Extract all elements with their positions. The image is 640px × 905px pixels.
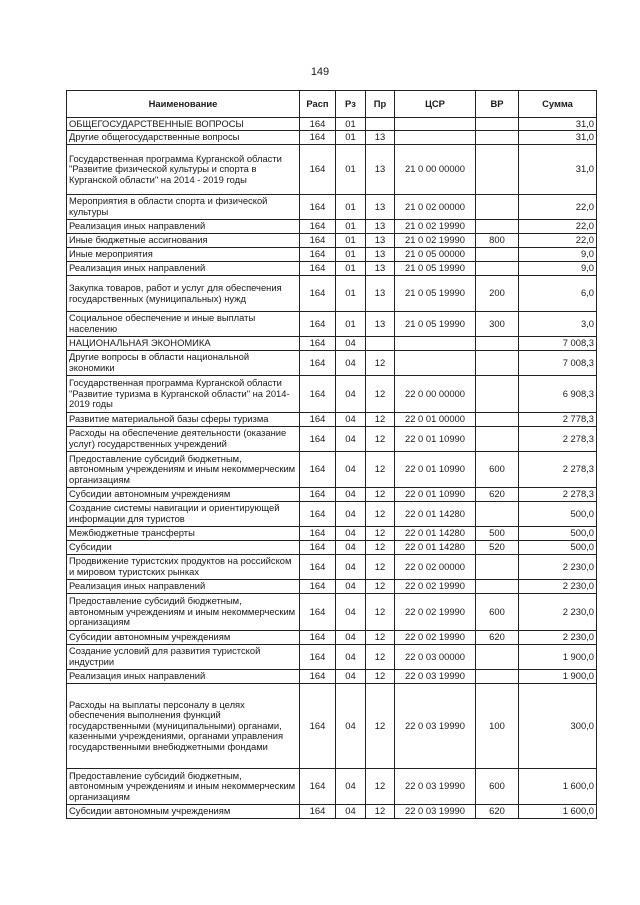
cell-vr bbox=[476, 413, 519, 427]
cell-sum: 31,0 bbox=[519, 118, 597, 131]
cell-name: Социальное обеспечение и иные выплаты населению bbox=[67, 312, 300, 337]
cell-sum: 9,0 bbox=[519, 248, 597, 262]
cell-name: Развитие материальной базы сферы туризма bbox=[67, 413, 300, 427]
header-sum: Сумма bbox=[519, 91, 597, 118]
cell-vr: 600 bbox=[476, 769, 519, 805]
cell-rz: 01 bbox=[336, 312, 366, 337]
cell-name: Создание условий для развития туристской индустрии bbox=[67, 645, 300, 670]
cell-pr: 12 bbox=[366, 631, 395, 645]
cell-rasp: 164 bbox=[300, 312, 336, 337]
cell-rz: 04 bbox=[336, 684, 366, 769]
cell-sum: 2 278,3 bbox=[519, 488, 597, 502]
cell-rasp: 164 bbox=[300, 580, 336, 594]
cell-vr bbox=[476, 427, 519, 452]
cell-name: Предоставление субсидий бюджетным, автономным учреждениям и иным некоммерческим организациям bbox=[67, 769, 300, 805]
cell-sum: 300,0 bbox=[519, 684, 597, 769]
table-row bbox=[67, 488, 597, 502]
table-row bbox=[67, 555, 597, 580]
cell-sum: 500,0 bbox=[519, 527, 597, 541]
cell-csr: 22 0 02 19990 bbox=[395, 631, 476, 645]
cell-vr bbox=[476, 220, 519, 234]
cell-sum: 2 278,3 bbox=[519, 427, 597, 452]
cell-name: Предоставление субсидий бюджетным, автономным учреждениям и иным некоммерческим организациям bbox=[67, 594, 300, 631]
cell-pr: 12 bbox=[366, 488, 395, 502]
cell-rz: 04 bbox=[336, 527, 366, 541]
cell-csr: 22 0 01 10990 bbox=[395, 427, 476, 452]
table-row bbox=[67, 541, 597, 555]
cell-sum: 31,0 bbox=[519, 131, 597, 145]
cell-pr: 13 bbox=[366, 145, 395, 195]
cell-pr: 12 bbox=[366, 805, 395, 819]
cell-rasp: 164 bbox=[300, 555, 336, 580]
budget-table bbox=[66, 90, 597, 819]
cell-vr: 200 bbox=[476, 276, 519, 312]
cell-vr: 620 bbox=[476, 805, 519, 819]
cell-name: Субсидии автономным учреждениям bbox=[67, 631, 300, 645]
cell-rasp: 164 bbox=[300, 220, 336, 234]
cell-name: ОБЩЕГОСУДАРСТВЕННЫЕ ВОПРОСЫ bbox=[67, 118, 300, 131]
cell-sum: 2 278,3 bbox=[519, 452, 597, 488]
cell-vr: 620 bbox=[476, 488, 519, 502]
cell-vr: 500 bbox=[476, 527, 519, 541]
cell-rz: 01 bbox=[336, 195, 366, 220]
cell-sum: 6,0 bbox=[519, 276, 597, 312]
cell-name: Субсидии автономным учреждениям bbox=[67, 805, 300, 819]
cell-name: Другие общегосударственные вопросы bbox=[67, 131, 300, 145]
cell-pr: 12 bbox=[366, 351, 395, 376]
table-row bbox=[67, 427, 597, 452]
cell-pr: 13 bbox=[366, 276, 395, 312]
cell-vr: 600 bbox=[476, 594, 519, 631]
table-row bbox=[67, 195, 597, 220]
cell-rasp: 164 bbox=[300, 262, 336, 276]
cell-csr: 21 0 05 19990 bbox=[395, 262, 476, 276]
header-rz: Рз bbox=[336, 91, 366, 118]
cell-pr: 12 bbox=[366, 555, 395, 580]
cell-rz: 01 bbox=[336, 248, 366, 262]
cell-name: Реализация иных направлений bbox=[67, 262, 300, 276]
cell-rz: 04 bbox=[336, 541, 366, 555]
cell-sum: 2 230,0 bbox=[519, 580, 597, 594]
cell-csr: 22 0 01 00000 bbox=[395, 413, 476, 427]
cell-sum: 22,0 bbox=[519, 234, 597, 248]
cell-csr: 21 0 00 00000 bbox=[395, 145, 476, 195]
cell-rz: 04 bbox=[336, 413, 366, 427]
cell-pr: 13 bbox=[366, 195, 395, 220]
cell-csr: 21 0 02 00000 bbox=[395, 195, 476, 220]
cell-rz: 04 bbox=[336, 427, 366, 452]
page-number: 149 bbox=[310, 66, 330, 78]
table-row bbox=[67, 684, 597, 769]
table-row bbox=[67, 594, 597, 631]
cell-rz: 04 bbox=[336, 337, 366, 351]
cell-pr: 12 bbox=[366, 684, 395, 769]
header-csr: ЦСР bbox=[395, 91, 476, 118]
cell-rz: 04 bbox=[336, 631, 366, 645]
table-row bbox=[67, 805, 597, 819]
cell-rz: 04 bbox=[336, 351, 366, 376]
cell-sum: 31,0 bbox=[519, 145, 597, 195]
cell-pr: 13 bbox=[366, 131, 395, 145]
cell-pr: 12 bbox=[366, 452, 395, 488]
cell-name: Государственная программа Курганской области "Развитие физической культуры и спорта в Курганской области" на 2014 - 2019 годы bbox=[67, 145, 300, 195]
table-row bbox=[67, 413, 597, 427]
cell-csr: 22 0 03 19990 bbox=[395, 670, 476, 684]
cell-sum: 9,0 bbox=[519, 262, 597, 276]
cell-sum: 2 230,0 bbox=[519, 594, 597, 631]
cell-vr: 620 bbox=[476, 631, 519, 645]
cell-name: Реализация иных направлений bbox=[67, 670, 300, 684]
cell-rz: 04 bbox=[336, 502, 366, 527]
cell-csr bbox=[395, 351, 476, 376]
cell-sum: 6 908,3 bbox=[519, 376, 597, 413]
cell-csr: 22 0 00 00000 bbox=[395, 376, 476, 413]
cell-rasp: 164 bbox=[300, 427, 336, 452]
cell-pr: 13 bbox=[366, 220, 395, 234]
cell-rz: 04 bbox=[336, 452, 366, 488]
cell-rasp: 164 bbox=[300, 145, 336, 195]
cell-csr: 22 0 02 19990 bbox=[395, 580, 476, 594]
cell-vr bbox=[476, 248, 519, 262]
cell-csr bbox=[395, 337, 476, 351]
cell-vr bbox=[476, 645, 519, 670]
cell-name: Другие вопросы в области национальной экономики bbox=[67, 351, 300, 376]
cell-pr: 13 bbox=[366, 248, 395, 262]
cell-rz: 04 bbox=[336, 670, 366, 684]
table-row bbox=[67, 220, 597, 234]
cell-rz: 04 bbox=[336, 805, 366, 819]
table-row bbox=[67, 118, 597, 131]
cell-name: Мероприятия в области спорта и физической культуры bbox=[67, 195, 300, 220]
table-row bbox=[67, 234, 597, 248]
cell-rasp: 164 bbox=[300, 594, 336, 631]
cell-vr bbox=[476, 118, 519, 131]
cell-name: Межбюджетные трансферты bbox=[67, 527, 300, 541]
cell-rasp: 164 bbox=[300, 234, 336, 248]
cell-pr: 12 bbox=[366, 769, 395, 805]
cell-rz: 01 bbox=[336, 276, 366, 312]
header-vr: ВР bbox=[476, 91, 519, 118]
table-header-row bbox=[67, 91, 597, 118]
cell-csr: 22 0 03 19990 bbox=[395, 769, 476, 805]
table-row bbox=[67, 645, 597, 670]
cell-rasp: 164 bbox=[300, 337, 336, 351]
cell-rz: 04 bbox=[336, 594, 366, 631]
cell-sum: 1 600,0 bbox=[519, 769, 597, 805]
cell-name: Государственная программа Курганской области "Развитие туризма в Курганской области" на 2014-2019 годы bbox=[67, 376, 300, 413]
cell-vr: 800 bbox=[476, 234, 519, 248]
cell-rz: 01 bbox=[336, 220, 366, 234]
table-row bbox=[67, 145, 597, 195]
cell-csr: 22 0 03 00000 bbox=[395, 645, 476, 670]
cell-vr bbox=[476, 195, 519, 220]
cell-rasp: 164 bbox=[300, 131, 336, 145]
cell-csr: 22 0 01 10990 bbox=[395, 452, 476, 488]
cell-vr bbox=[476, 145, 519, 195]
cell-rasp: 164 bbox=[300, 413, 336, 427]
cell-rasp: 164 bbox=[300, 502, 336, 527]
cell-csr: 22 0 01 14280 bbox=[395, 527, 476, 541]
cell-name: Реализация иных направлений bbox=[67, 220, 300, 234]
cell-pr: 12 bbox=[366, 580, 395, 594]
cell-name: Предоставление субсидий бюджетным, автономным учреждениям и иным некоммерческим организациям bbox=[67, 452, 300, 488]
cell-vr bbox=[476, 131, 519, 145]
cell-sum: 22,0 bbox=[519, 195, 597, 220]
cell-pr: 13 bbox=[366, 234, 395, 248]
cell-vr bbox=[476, 262, 519, 276]
cell-csr: 21 0 02 19990 bbox=[395, 234, 476, 248]
cell-vr: 600 bbox=[476, 452, 519, 488]
cell-pr: 13 bbox=[366, 312, 395, 337]
cell-name: Расходы на выплаты персоналу в целях обеспечения выполнения функций государственными (муниципальными) органами, казенными учреждениями, органами управления государственными внебюджетными фондами bbox=[67, 684, 300, 769]
cell-pr: 12 bbox=[366, 594, 395, 631]
cell-pr bbox=[366, 337, 395, 351]
cell-pr bbox=[366, 118, 395, 131]
cell-csr: 22 0 03 19990 bbox=[395, 805, 476, 819]
cell-vr bbox=[476, 502, 519, 527]
cell-csr bbox=[395, 118, 476, 131]
cell-vr bbox=[476, 351, 519, 376]
cell-csr: 21 0 02 19990 bbox=[395, 220, 476, 234]
table-row bbox=[67, 131, 597, 145]
cell-rasp: 164 bbox=[300, 645, 336, 670]
cell-pr: 12 bbox=[366, 413, 395, 427]
cell-vr bbox=[476, 376, 519, 413]
cell-vr bbox=[476, 555, 519, 580]
cell-sum: 2 230,0 bbox=[519, 555, 597, 580]
cell-rasp: 164 bbox=[300, 195, 336, 220]
cell-sum: 500,0 bbox=[519, 541, 597, 555]
cell-csr: 22 0 01 10990 bbox=[395, 488, 476, 502]
cell-rz: 04 bbox=[336, 645, 366, 670]
cell-pr: 12 bbox=[366, 527, 395, 541]
cell-rasp: 164 bbox=[300, 631, 336, 645]
table-row bbox=[67, 276, 597, 312]
cell-rz: 01 bbox=[336, 145, 366, 195]
table-row bbox=[67, 376, 597, 413]
cell-pr: 12 bbox=[366, 502, 395, 527]
cell-csr: 21 0 05 00000 bbox=[395, 248, 476, 262]
cell-rasp: 164 bbox=[300, 118, 336, 131]
header-pr: Пр bbox=[366, 91, 395, 118]
cell-csr: 22 0 03 19990 bbox=[395, 684, 476, 769]
cell-name: НАЦИОНАЛЬНАЯ ЭКОНОМИКА bbox=[67, 337, 300, 351]
cell-pr: 12 bbox=[366, 541, 395, 555]
cell-rasp: 164 bbox=[300, 376, 336, 413]
table-row bbox=[67, 262, 597, 276]
cell-csr: 21 0 05 19990 bbox=[395, 276, 476, 312]
cell-rz: 04 bbox=[336, 555, 366, 580]
cell-name: Субсидии автономным учреждениям bbox=[67, 488, 300, 502]
cell-vr bbox=[476, 580, 519, 594]
table-row bbox=[67, 337, 597, 351]
cell-name: Реализация иных направлений bbox=[67, 580, 300, 594]
cell-name: Продвижение туристских продуктов на российском и мировом туристских рынках bbox=[67, 555, 300, 580]
cell-vr: 100 bbox=[476, 684, 519, 769]
header-rasp: Расп bbox=[300, 91, 336, 118]
cell-vr: 520 bbox=[476, 541, 519, 555]
cell-rasp: 164 bbox=[300, 276, 336, 312]
cell-rasp: 164 bbox=[300, 527, 336, 541]
cell-csr: 22 0 01 14280 bbox=[395, 502, 476, 527]
cell-rasp: 164 bbox=[300, 248, 336, 262]
cell-name: Создание системы навигации и ориентирующей информации для туристов bbox=[67, 502, 300, 527]
cell-name: Иные бюджетные ассигнования bbox=[67, 234, 300, 248]
cell-rz: 01 bbox=[336, 234, 366, 248]
cell-rasp: 164 bbox=[300, 684, 336, 769]
cell-rz: 01 bbox=[336, 131, 366, 145]
table-row bbox=[67, 670, 597, 684]
table-row bbox=[67, 452, 597, 488]
cell-pr: 12 bbox=[366, 670, 395, 684]
cell-rz: 04 bbox=[336, 488, 366, 502]
cell-sum: 3,0 bbox=[519, 312, 597, 337]
cell-sum: 1 600,0 bbox=[519, 805, 597, 819]
cell-sum: 7 008,3 bbox=[519, 351, 597, 376]
cell-csr: 22 0 01 14280 bbox=[395, 541, 476, 555]
table-row bbox=[67, 769, 597, 805]
header-name: Наименование bbox=[67, 91, 300, 118]
cell-sum: 500,0 bbox=[519, 502, 597, 527]
cell-name: Иные мероприятия bbox=[67, 248, 300, 262]
cell-rasp: 164 bbox=[300, 769, 336, 805]
cell-vr bbox=[476, 337, 519, 351]
table-row bbox=[67, 351, 597, 376]
cell-sum: 2 778,3 bbox=[519, 413, 597, 427]
cell-rasp: 164 bbox=[300, 670, 336, 684]
cell-rz: 01 bbox=[336, 118, 366, 131]
cell-vr bbox=[476, 670, 519, 684]
cell-rasp: 164 bbox=[300, 452, 336, 488]
cell-sum: 1 900,0 bbox=[519, 645, 597, 670]
cell-csr: 22 0 02 00000 bbox=[395, 555, 476, 580]
cell-rz: 04 bbox=[336, 769, 366, 805]
cell-rz: 04 bbox=[336, 376, 366, 413]
cell-csr bbox=[395, 131, 476, 145]
cell-name: Расходы на обеспечение деятельности (оказание услуг) государственных учреждений bbox=[67, 427, 300, 452]
cell-pr: 12 bbox=[366, 427, 395, 452]
table-row bbox=[67, 527, 597, 541]
cell-csr: 22 0 02 19990 bbox=[395, 594, 476, 631]
cell-pr: 12 bbox=[366, 645, 395, 670]
cell-sum: 1 900,0 bbox=[519, 670, 597, 684]
table-row bbox=[67, 580, 597, 594]
cell-sum: 22,0 bbox=[519, 220, 597, 234]
cell-rz: 01 bbox=[336, 262, 366, 276]
table-row bbox=[67, 312, 597, 337]
table-row bbox=[67, 248, 597, 262]
table-body bbox=[67, 118, 597, 819]
cell-rasp: 164 bbox=[300, 351, 336, 376]
cell-vr: 300 bbox=[476, 312, 519, 337]
cell-pr: 12 bbox=[366, 376, 395, 413]
table-row bbox=[67, 502, 597, 527]
cell-rasp: 164 bbox=[300, 541, 336, 555]
cell-rz: 04 bbox=[336, 580, 366, 594]
cell-name: Закупка товаров, работ и услуг для обеспечения государственных (муниципальных) нужд bbox=[67, 276, 300, 312]
cell-sum: 7 008,3 bbox=[519, 337, 597, 351]
cell-rasp: 164 bbox=[300, 805, 336, 819]
cell-rasp: 164 bbox=[300, 488, 336, 502]
table-row bbox=[67, 631, 597, 645]
cell-sum: 2 230,0 bbox=[519, 631, 597, 645]
cell-name: Субсидии bbox=[67, 541, 300, 555]
cell-pr: 13 bbox=[366, 262, 395, 276]
cell-csr: 21 0 05 19990 bbox=[395, 312, 476, 337]
